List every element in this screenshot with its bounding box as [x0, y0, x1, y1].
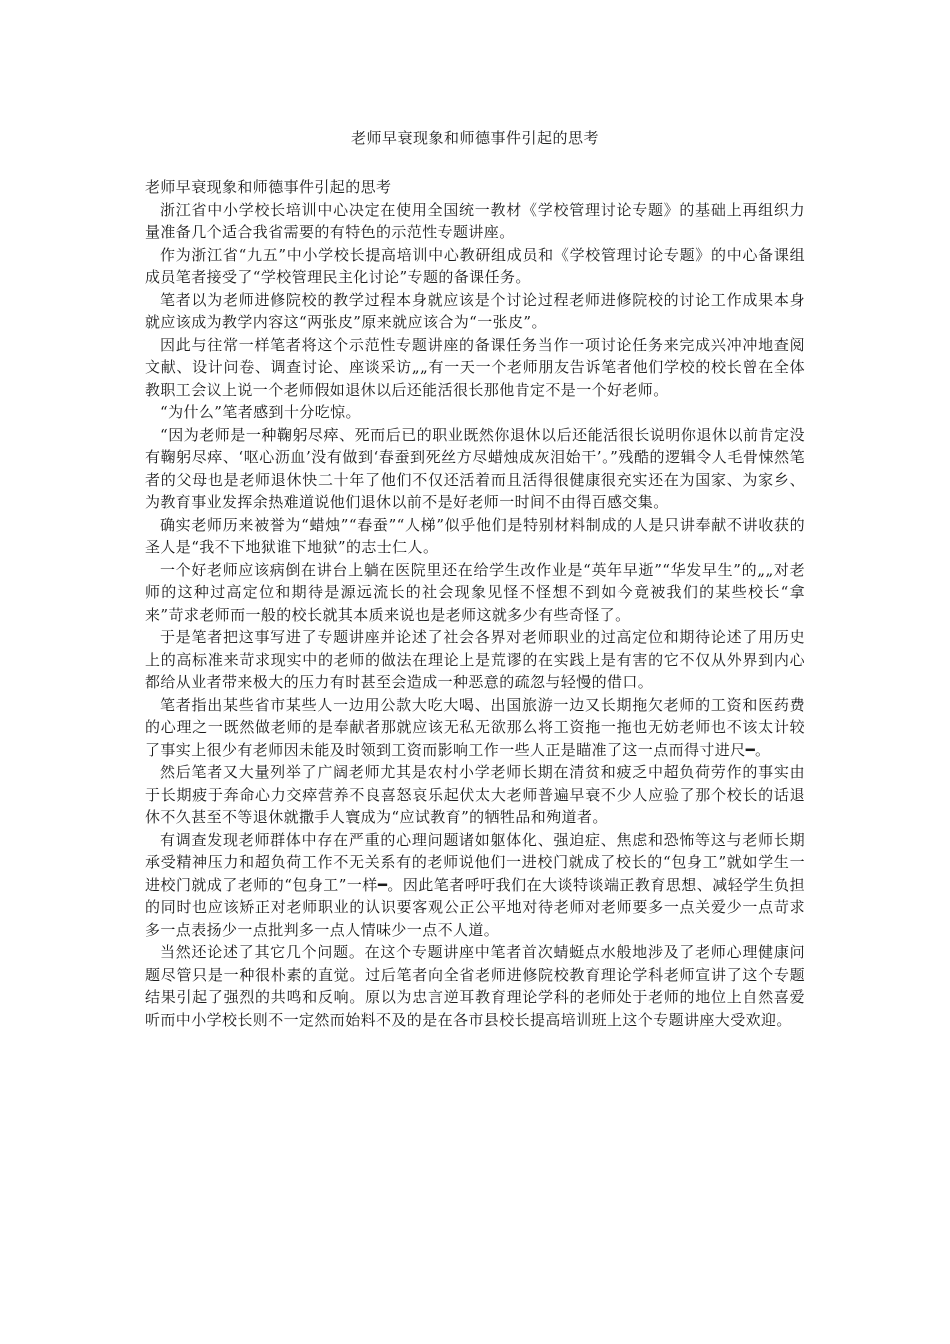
paragraph: 于是笔者把这事写进了专题讲座并论述了社会各界对老师职业的过高定位和期待论述了用历史上的高标准来苛求现实中的老师的做法在理论上是荒谬的在实践上是有害的它不仅从外界到内心都给从业者带来极大的压力有时甚至会造成一种恶意的疏忽与轻慢的借口。	[145, 628, 805, 691]
paragraph: 笔者以为老师进修院校的教学过程本身就应该是个讨论过程老师进修院校的讨论工作成果本身就应该成为教学内容这“两张皮”原来就应该合为“一张皮”。	[145, 290, 805, 331]
paragraph: “因为老师是一种鞠躬尽瘁、死而后已的职业既然你退休以后还能活很长说明你退休以前肯定没有鞠躬尽瘁、‘呕心沥血’没有做到‘春蚕到死丝方尽蜡烛成灰泪始干’。”残酷的逻辑令人毛骨悚然笔者的父母也是老师退休快二十年了他们不仅还活着而且活得很健康很充实还在为国家、为家乡、为教育事业发挥余热难道说他们退休以前不是好老师一时间不由得百感交集。	[145, 425, 805, 511]
paragraph: 笔者指出某些省市某些人一边用公款大吃大喝、出国旅游一边又长期拖欠老师的工资和医药费的心理之一既然做老师的是奉献者那就应该无私无欲那么将工资拖一拖也无妨老师也不该太计较了事实上很少有老师因未能及时领到工资而影响工作一些人正是瞄准了这一点而得寸进尺━。	[145, 695, 805, 759]
paragraph: 然后笔者又大量列举了广阔老师尤其是农村小学老师长期在清贫和疲乏中超负荷劳作的事实由于长期疲于奔命心力交瘁营养不良喜怒哀乐起伏太大老师普遍早衰不少人应验了那个校长的话退休不久甚至不等退休就撒手人寰成为“应试教育”的牺牲品和殉道者。	[145, 763, 805, 826]
paragraph: 浙江省中小学校长培训中心决定在使用全国统一教材《学校管理讨论专题》的基础上再组织力量准备几个适合我省需要的有特色的示范性专题讲座。	[145, 200, 805, 241]
paragraph: 因此与往常一样笔者将这个示范性专题讲座的备课任务当作一项讨论任务来完成兴冲冲地查阅文献、设计问卷、调查讨论、座谈采访„„有一天一个老师朋友告诉笔者他们学校的校长曾在全体教职工会议上说一个老师假如退休以后还能活很长那他肯定不是一个好老师。	[145, 335, 805, 399]
paragraph: 确实老师历来被誉为“蜡烛”“春蚕”“人梯”似乎他们是特别材料制成的人是只讲奉献不讲收获的圣人是“我不下地狱谁下地狱”的志士仁人。	[145, 515, 805, 556]
article-heading: 老师早衰现象和师德事件引起的思考	[145, 178, 392, 196]
paragraph: 有调查发现老师群体中存在严重的心理问题诸如躯体化、强迫症、焦虑和恐怖等这与老师长期承受精神压力和超负荷工作不无关系有的老师说他们一进校门就成了校长的“包身工”就如学生一进校门就成了老师的“包身工”一样━。因此笔者呼吁我们在大谈特谈端正教育思想、减轻学生负担的同时也应该矫正对老师职业的认识要客观公正公平地对待老师对老师要多一点关爱少一点苛求多一点表扬少一点批判多一点人情味少一点不人道。	[145, 830, 805, 939]
paragraph: 当然还论述了其它几个问题。在这个专题讲座中笔者首次蜻蜓点水般地涉及了老师心理健康问题尽管只是一种很朴素的直觉。过后笔者向全省老师进修院校教育理论学科老师宣讲了这个专题结果引起了强烈的共鸣和反响。原以为忠言逆耳教育理论学科的老师处于老师的地位上自然喜爱听而中小学校长则不一定然而始料不及的是在各市县校长提高培训班上这个专题讲座大受欢迎。	[145, 943, 805, 1029]
paragraph: 一个好老师应该病倒在讲台上躺在医院里还在给学生改作业是“英年早逝”“华发早生”的„„对老师的这种过高定位和期待是源远流长的社会现象见怪不怪想不到如今竟被我们的某些校长“拿来”苛求老师而一般的校长就其本质来说也是老师这就多少有些奇怪了。	[145, 560, 805, 624]
page-title: 老师早衰现象和师德事件引起的思考	[350, 129, 599, 147]
paragraph: 作为浙江省“九五”中小学校长提高培训中心教研组成员和《学校管理讨论专题》的中心备课组成员笔者接受了“学校管理民主化讨论”专题的备课任务。	[145, 245, 805, 286]
document-body	[145, 176, 805, 1031]
paragraph: “为什么”笔者感到十分吃惊。	[160, 403, 361, 421]
